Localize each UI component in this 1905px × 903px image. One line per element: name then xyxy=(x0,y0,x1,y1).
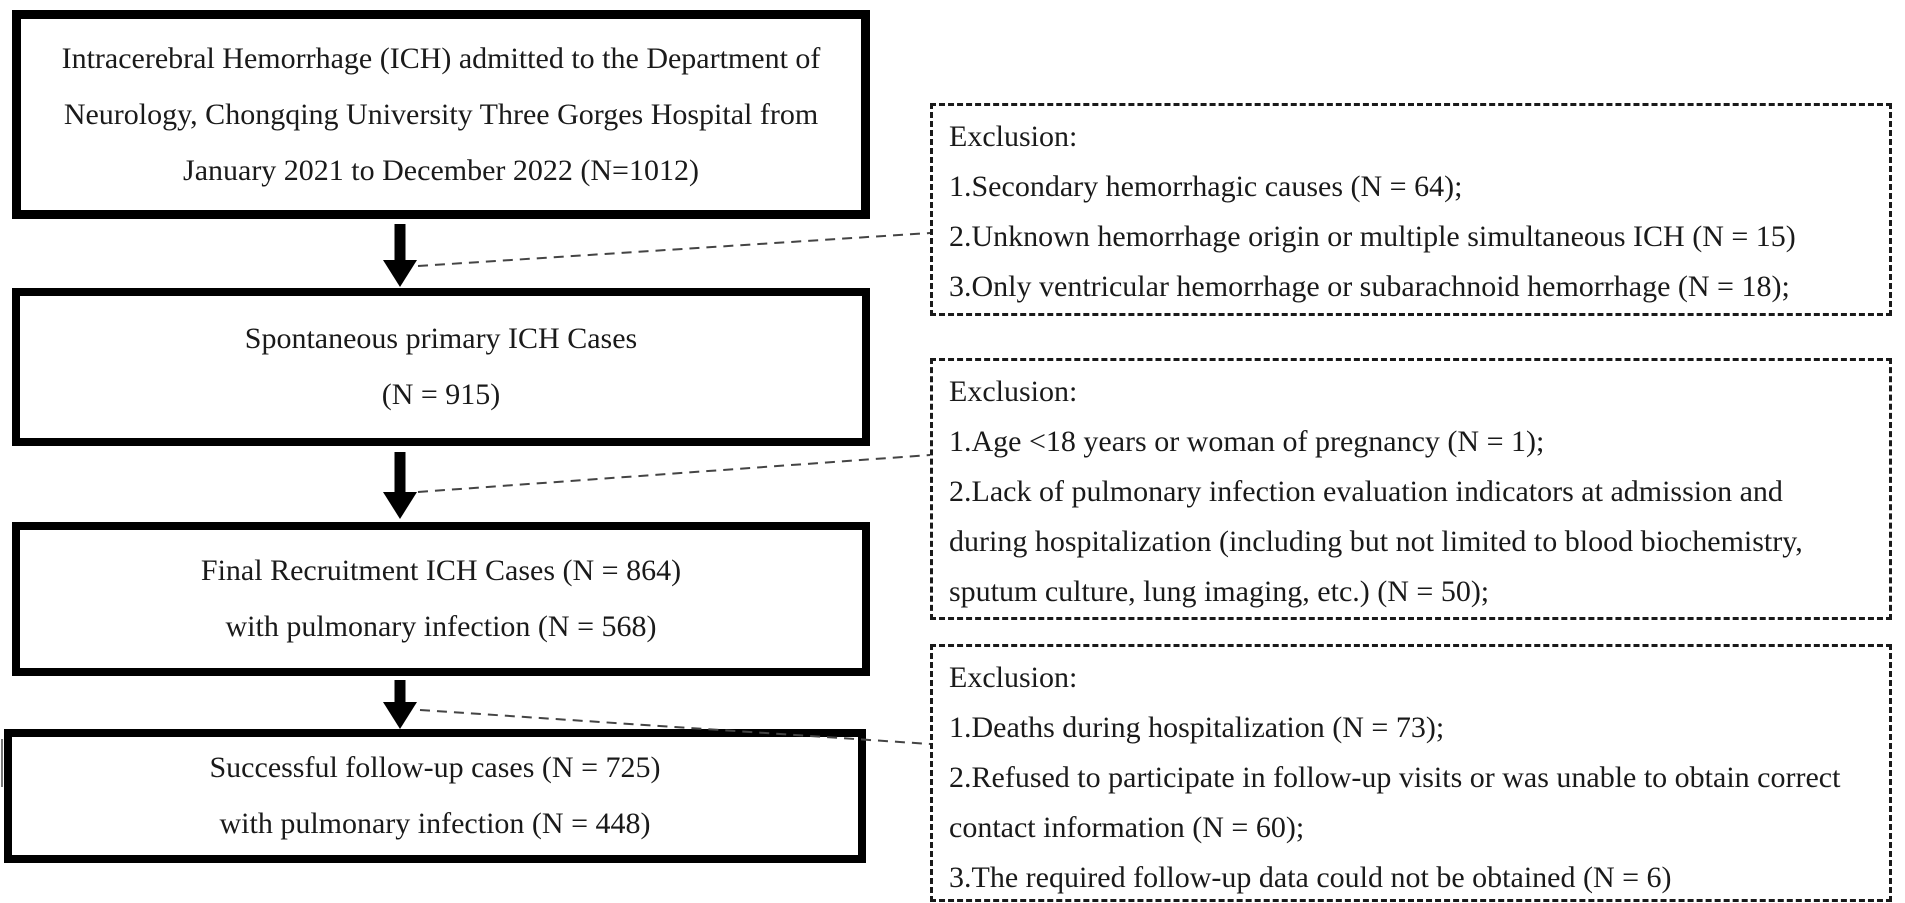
flow-box-successful-followup xyxy=(4,729,866,863)
flow-box-text-line: Final Recruitment ICH Cases (N = 864) xyxy=(200,554,682,587)
exclusion-title: Exclusion: xyxy=(949,661,1078,694)
flow-box-text-line: January 2021 to December 2022 (N=1012) xyxy=(183,153,699,187)
exclusion-item: 1.Deaths during hospitalization (N = 73); xyxy=(949,711,1445,744)
exclusion-item: 2.Refused to participate in follow-up visits or was unable to obtain correct contact information (N = 60); xyxy=(949,761,1841,844)
exclusion-item: 2.Lack of pulmonary infection evaluation indicators at admission and during hospitalization (including but not limited to blood biochemistry, sputum culture, lung imaging, etc.) (N = 50); xyxy=(949,475,1803,608)
flow-box-text-line: with pulmonary infection (N = 568) xyxy=(225,610,657,643)
down-arrow-2-icon xyxy=(383,452,417,519)
exclusion-item: 1.Age <18 years or woman of pregnancy (N = 1); xyxy=(949,425,1545,458)
flow-box-text-line: (N = 915) xyxy=(381,378,501,411)
connector-line-2 xyxy=(418,455,930,492)
flow-box-text-line: Successful follow-up cases (N = 725) xyxy=(209,751,661,784)
flow-box-text-line: Neurology, Chongqing University Three Gorges Hospital from xyxy=(63,97,819,131)
exclusion-box-3 xyxy=(930,644,1892,902)
exclusion-box-1 xyxy=(930,103,1892,316)
flow-box-text-line: Intracerebral Hemorrhage (ICH) admitted to the Department of xyxy=(61,41,821,75)
flow-box-ich-admitted xyxy=(12,10,870,219)
exclusion-item: 2.Unknown hemorrhage origin or multiple simultaneous ICH (N = 15) xyxy=(949,220,1796,253)
exclusion-item: 3.Only ventricular hemorrhage or subarachnoid hemorrhage (N = 18); xyxy=(949,270,1790,303)
exclusion-title: Exclusion: xyxy=(949,375,1078,408)
exclusion-item: 3.The required follow-up data could not be obtained (N = 6) xyxy=(949,861,1672,894)
stray-caret-mark xyxy=(1,739,3,787)
connector-line-1 xyxy=(418,233,930,266)
flow-box-text-line: Spontaneous primary ICH Cases xyxy=(244,322,638,355)
flow-box-spontaneous-primary-ich xyxy=(12,288,870,446)
exclusion-title: Exclusion: xyxy=(949,120,1078,153)
down-arrow-3-icon xyxy=(383,680,417,729)
exclusion-item: 1.Secondary hemorrhagic causes (N = 64); xyxy=(949,170,1463,203)
down-arrow-1-icon xyxy=(383,224,417,287)
flow-box-text-line: with pulmonary infection (N = 448) xyxy=(219,807,651,840)
flow-box-final-recruitment xyxy=(12,522,870,676)
exclusion-box-2 xyxy=(930,358,1892,620)
